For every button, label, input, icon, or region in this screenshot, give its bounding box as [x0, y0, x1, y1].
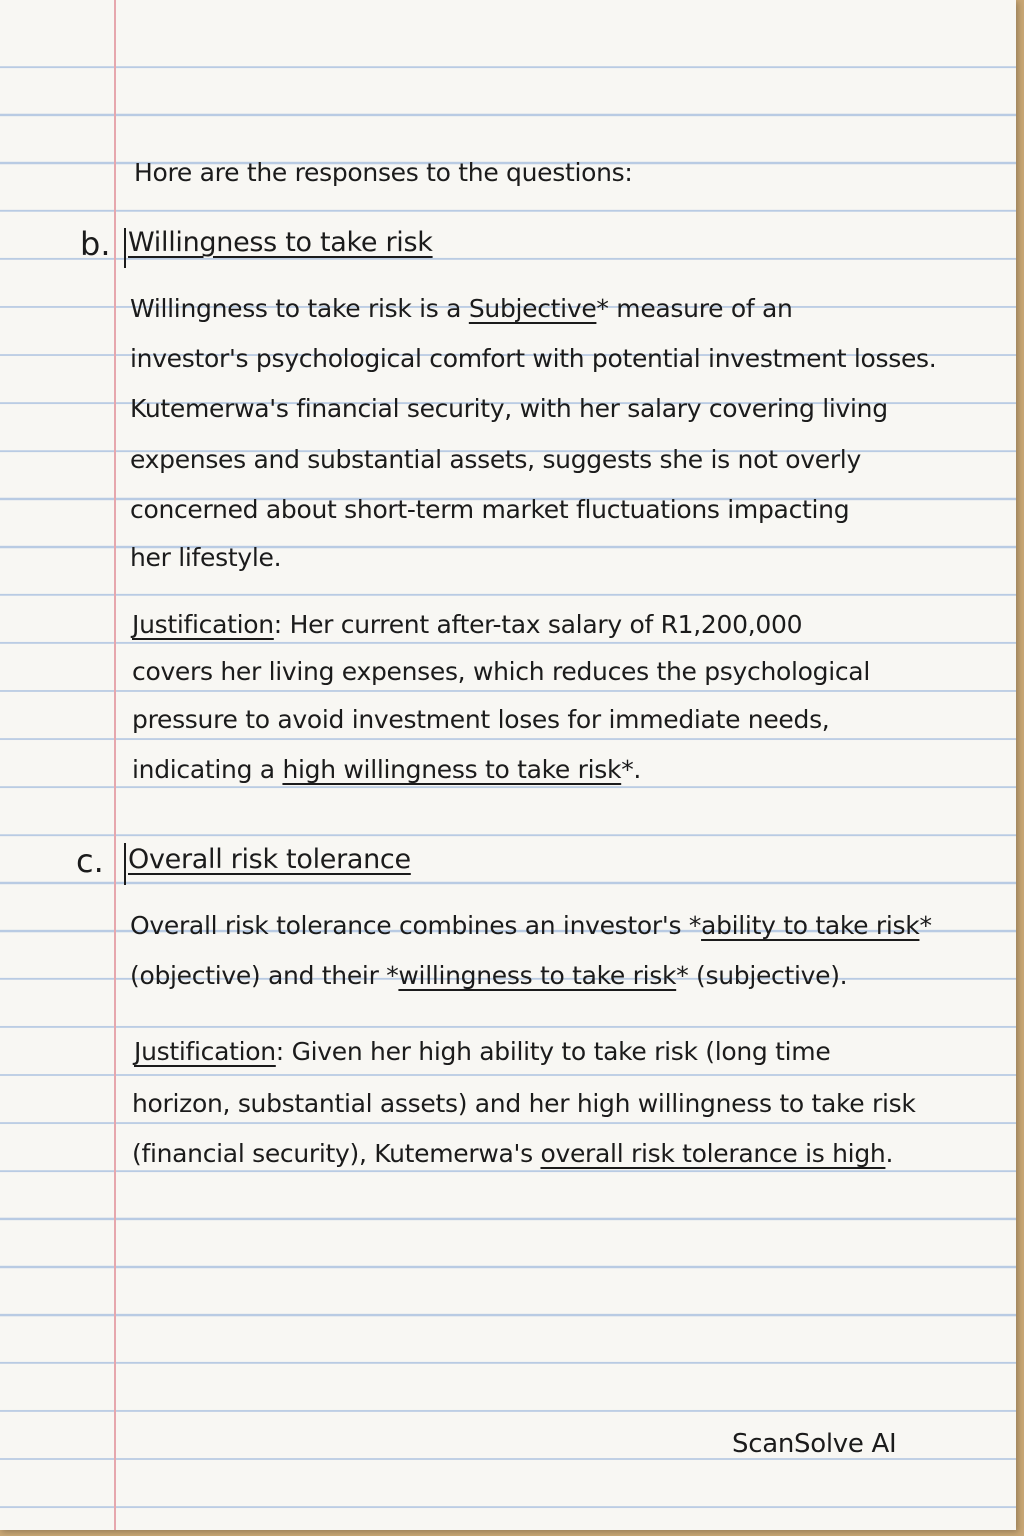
margin-line	[114, 0, 116, 1530]
section-b-justification-line-4: indicating a high willingness to take risk*.	[132, 755, 642, 784]
section-b-justification-line-1: Justification: Her current after-tax salary of R1,200,000	[132, 610, 803, 639]
section-c-rule	[124, 843, 126, 885]
section-c-justification-line-2: horizon, substantial assets) and her high willingness to take risk	[132, 1089, 916, 1118]
section-b-rule	[124, 228, 126, 268]
section-b-heading: Willingness to take risk	[128, 227, 433, 258]
section-b-para-line-1: Willingness to take risk is a Subjective* measure of an	[130, 294, 793, 323]
justification-label: Justification	[134, 1037, 276, 1066]
section-c-para-line-1: Overall risk tolerance combines an investor's *ability to take risk*	[130, 911, 932, 940]
section-c-para-line-2: (objective) and their *willingness to take risk* (subjective).	[130, 961, 848, 990]
section-b-para-line-6: her lifestyle.	[130, 543, 282, 572]
section-c-heading: Overall risk tolerance	[128, 844, 411, 875]
section-b-justification-line-3: pressure to avoid investment loses for immediate needs,	[132, 705, 830, 734]
section-b-justification-line-2: covers her living expenses, which reduces the psychological	[132, 657, 870, 686]
intro-text: Hore are the responses to the questions:	[134, 158, 633, 187]
section-b-para-line-3: Kutemerwa's financial security, with her salary covering living	[130, 394, 888, 423]
section-b-para-line-2: investor's psychological comfort with potential investment losses.	[130, 344, 937, 373]
section-b-letter: b.	[80, 225, 111, 263]
section-c-letter: c.	[76, 842, 104, 880]
section-c-justification-line-1: Justification: Given her high ability to take risk (long time	[134, 1037, 831, 1066]
section-b-para-line-4: expenses and substantial assets, suggests she is not overly	[130, 445, 861, 474]
justification-label: Justification	[132, 610, 274, 639]
signature: ScanSolve AI	[732, 1429, 897, 1459]
section-c-justification-line-3: (financial security), Kutemerwa's overall risk tolerance is high.	[132, 1139, 894, 1168]
section-b-para-line-5: concerned about short-term market fluctuations impacting	[130, 495, 850, 524]
